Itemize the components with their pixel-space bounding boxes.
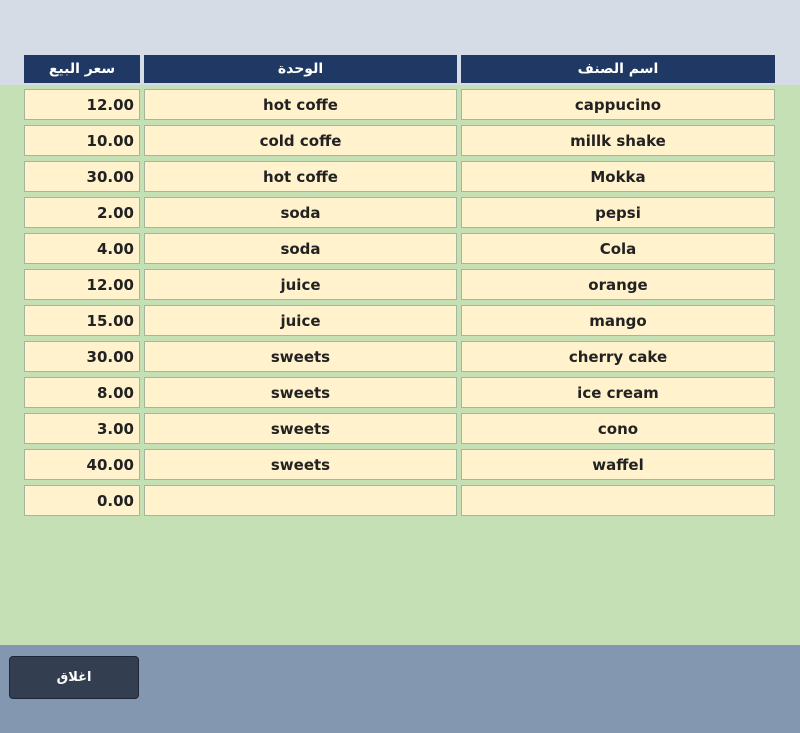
unit-field[interactable]: juice bbox=[144, 269, 457, 300]
unit-field[interactable]: hot coffe bbox=[144, 161, 457, 192]
price-field[interactable]: 2.00 bbox=[24, 197, 140, 228]
price-field[interactable]: 30.00 bbox=[24, 341, 140, 372]
item-name-field[interactable]: cappucino bbox=[461, 89, 775, 120]
unit-field[interactable]: soda bbox=[144, 233, 457, 264]
unit-field[interactable] bbox=[144, 485, 457, 516]
unit-field[interactable]: sweets bbox=[144, 449, 457, 480]
unit-field[interactable]: sweets bbox=[144, 377, 457, 408]
price-field[interactable]: 15.00 bbox=[24, 305, 140, 336]
item-name-field[interactable]: millk shake bbox=[461, 125, 775, 156]
unit-field[interactable]: sweets bbox=[144, 341, 457, 372]
item-name-field[interactable]: mango bbox=[461, 305, 775, 336]
unit-field[interactable]: sweets bbox=[144, 413, 457, 444]
item-name-field[interactable]: Mokka bbox=[461, 161, 775, 192]
price-field[interactable]: 0.00 bbox=[24, 485, 140, 516]
price-field[interactable]: 4.00 bbox=[24, 233, 140, 264]
close-button[interactable]: اغلاق bbox=[9, 656, 139, 699]
column-header-unit: الوحدة bbox=[144, 55, 457, 83]
price-field[interactable]: 12.00 bbox=[24, 269, 140, 300]
price-field[interactable]: 40.00 bbox=[24, 449, 140, 480]
item-name-field[interactable]: orange bbox=[461, 269, 775, 300]
price-field[interactable]: 12.00 bbox=[24, 89, 140, 120]
price-field[interactable]: 8.00 bbox=[24, 377, 140, 408]
item-name-field[interactable]: Cola bbox=[461, 233, 775, 264]
unit-field[interactable]: soda bbox=[144, 197, 457, 228]
column-header-price: سعر البيع bbox=[24, 55, 140, 83]
unit-field[interactable]: cold coffe bbox=[144, 125, 457, 156]
item-name-field[interactable]: cono bbox=[461, 413, 775, 444]
item-name-field[interactable]: pepsi bbox=[461, 197, 775, 228]
price-field[interactable]: 10.00 bbox=[24, 125, 140, 156]
unit-field[interactable]: juice bbox=[144, 305, 457, 336]
item-name-field[interactable]: cherry cake bbox=[461, 341, 775, 372]
price-field[interactable]: 30.00 bbox=[24, 161, 140, 192]
column-header-name: اسم الصنف bbox=[461, 55, 775, 83]
footer-bar bbox=[0, 645, 800, 733]
unit-field[interactable]: hot coffe bbox=[144, 89, 457, 120]
item-name-field[interactable]: ice cream bbox=[461, 377, 775, 408]
item-name-field[interactable] bbox=[461, 485, 775, 516]
price-field[interactable]: 3.00 bbox=[24, 413, 140, 444]
item-name-field[interactable]: waffel bbox=[461, 449, 775, 480]
